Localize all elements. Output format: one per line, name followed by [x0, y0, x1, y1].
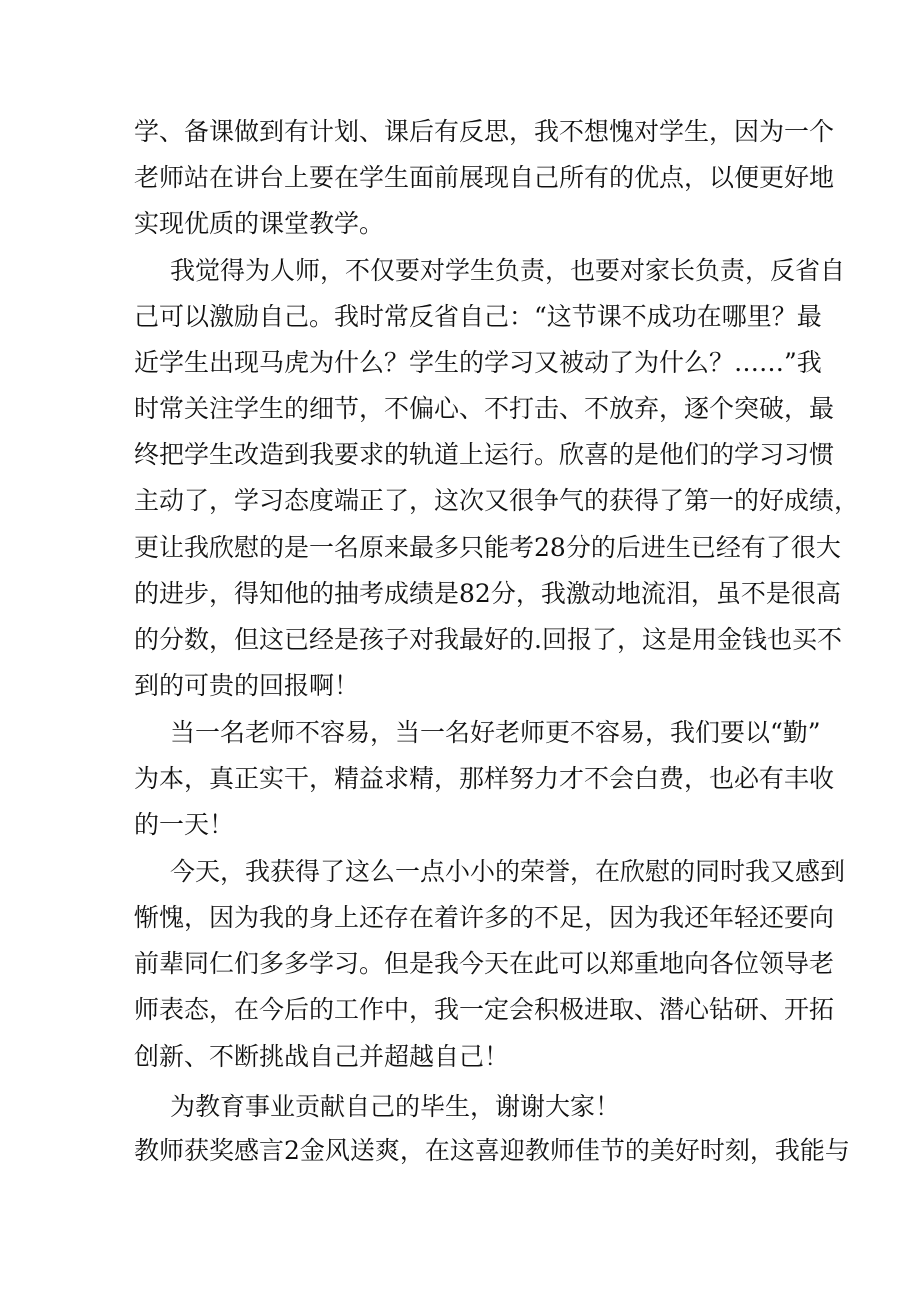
- text-line: 时常关注学生的细节，不偏心、不打击、不放弃，逐个突破，最: [134, 394, 835, 423]
- text-line: 为本，真正实干，精益求精，那样努力才不会白费，也必有丰收: [134, 764, 835, 793]
- text-line: 为教育事业贡献自己的毕生，谢谢大家！: [170, 1092, 621, 1121]
- text-line: 惭愧，因为我的身上还存在着许多的不足，因为我还年轻还要向: [134, 903, 835, 932]
- text-line: 到的可贵的回报啊！: [134, 671, 360, 700]
- text-line: 学、备课做到有计划、课后有反思，我不想愧对学生，因为一个: [134, 117, 835, 146]
- text-line: 己可以激励自己。我时常反省自己：“这节课不成功在哪里？最: [134, 302, 822, 331]
- text-line: 创新、不断挑战自己并超越自己！: [134, 1042, 510, 1071]
- text-line: 师表态，在今后的工作中，我一定会积极进取、潜心钻研、开拓: [134, 995, 835, 1024]
- text-line: 教师获奖感言2金风送爽，在这喜迎教师佳节的美好时刻，我能与: [134, 1136, 850, 1165]
- text-line: 实现优质的课堂教学。: [134, 209, 385, 238]
- text-line: 近学生出现马虎为什么？学生的学习又被动了为什么？……”我: [134, 348, 822, 377]
- text-line: 的分数，但这已经是孩子对我最好的.回报了，这是用金钱也买不: [134, 625, 842, 654]
- text-line: 终把学生改造到我要求的轨道上运行。欣喜的是他们的学习习惯: [134, 440, 835, 469]
- text-line: 我觉得为人师，不仅要对学生负责，也要对家长负责，反省自: [170, 256, 846, 285]
- text-line: 前辈同仁们多多学习。但是我今天在此可以郑重地向各位领导老: [134, 949, 835, 978]
- text-line: 的进步，得知他的抽考成绩是82分，我激动地流泪，虽不是很高: [134, 579, 841, 608]
- text-line: 当一名老师不容易，当一名好老师更不容易，我们要以“勤”: [170, 718, 821, 747]
- text-line: 今天，我获得了这么一点小小的荣誉，在欣慰的同时我又感到: [170, 857, 846, 886]
- text-line: 老师站在讲台上要在学生面前展现自己所有的优点，以便更好地: [134, 163, 835, 192]
- text-line: 主动了，学习态度端正了，这次又很争气的获得了第一的好成绩，: [134, 486, 860, 515]
- text-line: 的一天！: [134, 810, 235, 839]
- text-line: 更让我欣慰的是一名原来最多只能考28分的后进生已经有了很大: [134, 533, 841, 562]
